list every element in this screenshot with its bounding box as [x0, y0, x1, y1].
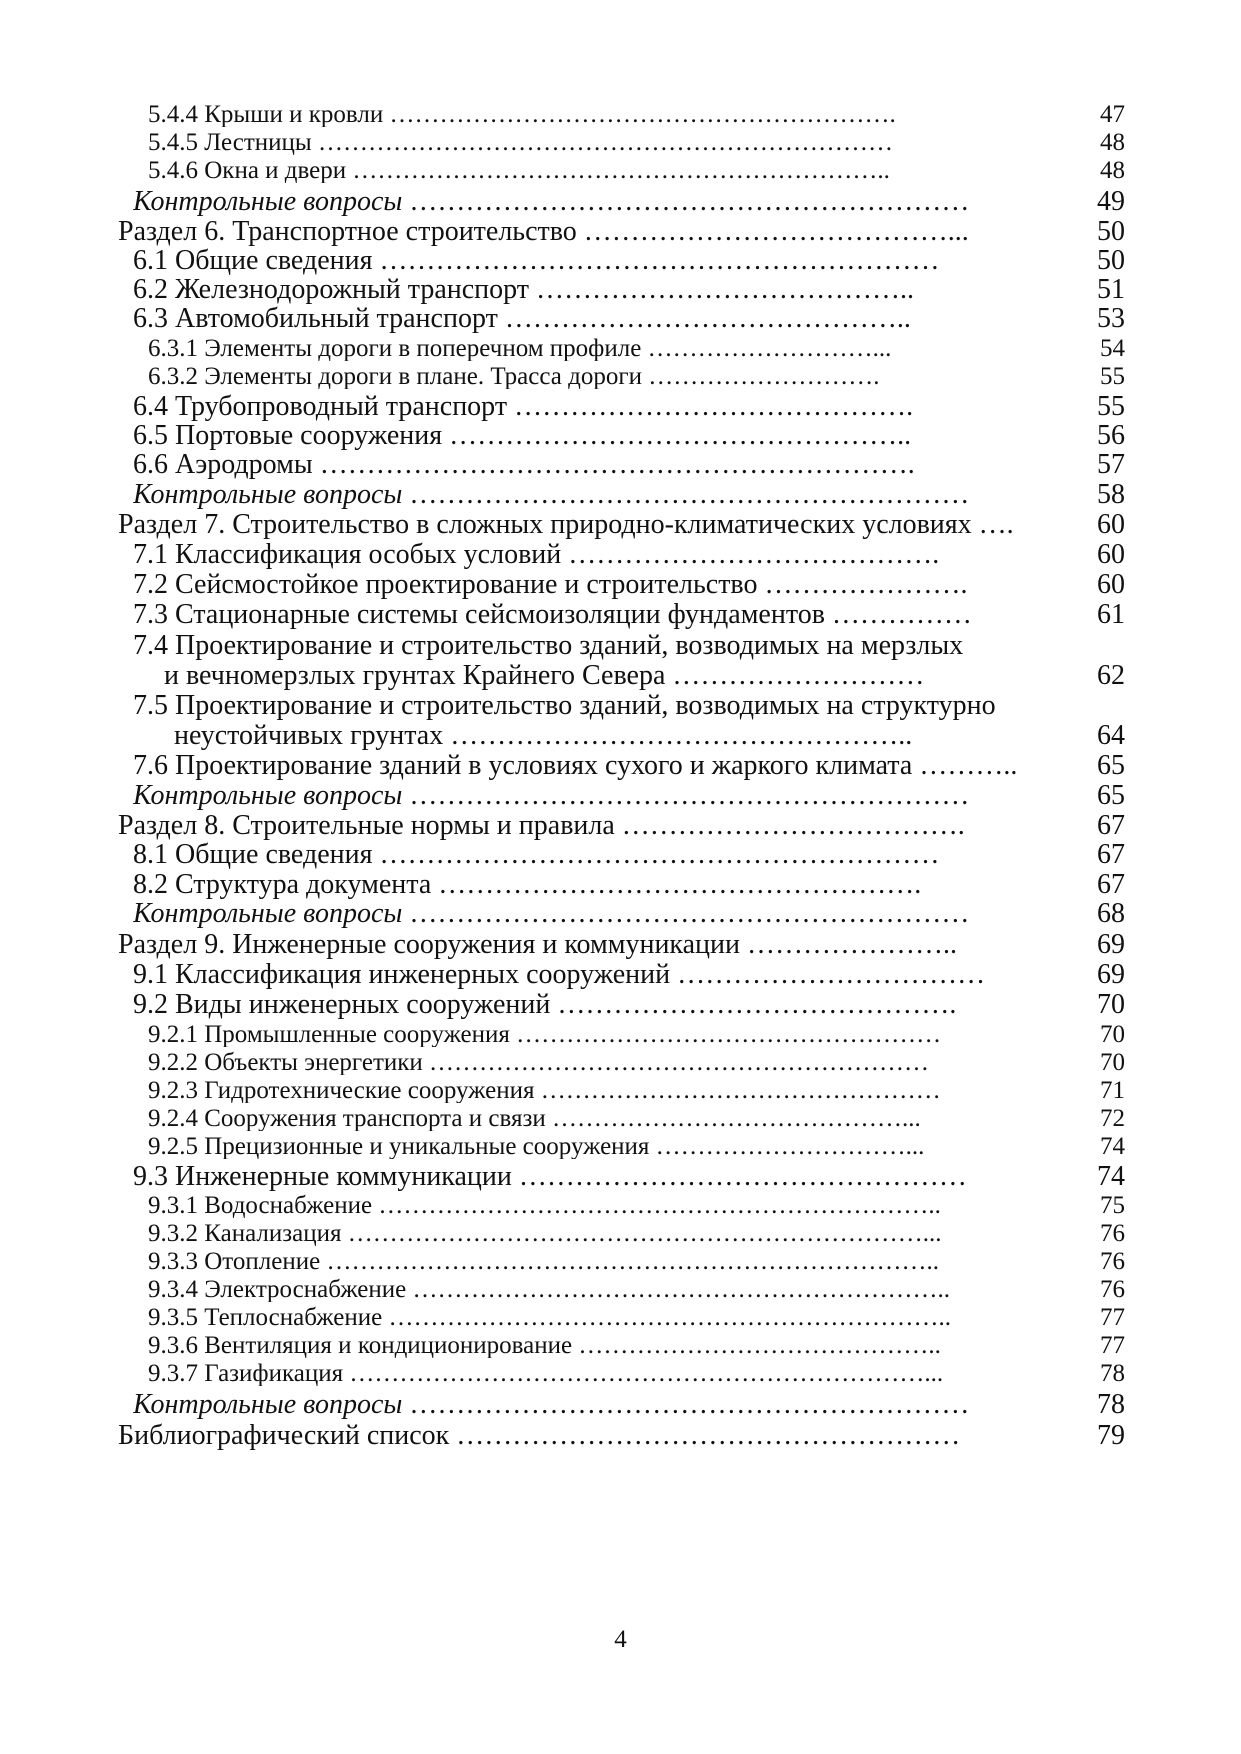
toc-entry: [0, 218, 1241, 250]
toc-entry-label: 9.1 Классификация инженерных сооружений: [133, 961, 678, 989]
toc-entry: [0, 841, 1241, 873]
toc-entry-page: 77: [1100, 1304, 1125, 1331]
toc-entry-continuation: [164, 662, 1053, 690]
toc-entry-page: 69: [1097, 959, 1125, 990]
leader-dots: ……………………………………………………………...: [347, 1221, 942, 1246]
leader-dots: ……………………………………..: [504, 305, 911, 333]
toc-entry-title: [148, 130, 1053, 155]
toc-entry-title: [148, 1078, 1053, 1103]
toc-entry-title: [148, 158, 1053, 183]
toc-entry: [0, 158, 1241, 190]
toc-entry-page: 67: [1097, 869, 1125, 900]
toc-entry-label: 5.4.5 Лестницы: [148, 130, 318, 155]
toc-entry-label: 9.2.3 Гидротехнические сооружения: [148, 1078, 541, 1103]
toc-entry-title: [118, 511, 1053, 539]
toc-entry-title: [133, 782, 1053, 810]
toc-entry-label: 8.2 Структура документа: [133, 871, 439, 899]
toc-entry-page: 71: [1100, 1077, 1125, 1104]
toc-entry-title: [133, 871, 1053, 899]
toc-entry-title: [133, 601, 1053, 629]
toc-entry-label: Контрольные вопросы: [133, 782, 410, 810]
toc-entry-label-continued: и вечномерзлых грунтах Крайнего Севера: [164, 662, 673, 690]
toc-entry-label: 9.2 Виды инженерных сооружений: [133, 991, 558, 1019]
toc-entry-continuation: [174, 722, 1053, 750]
leader-dots: …………………………………….: [557, 991, 957, 1019]
leader-dots: ……………………………………...: [551, 1106, 921, 1131]
leader-dots: ……………………………………………………: [409, 900, 970, 928]
toc-entry: [0, 961, 1241, 993]
toc-entry-title: [148, 1050, 1053, 1075]
leader-dots: …………………………………………..: [450, 722, 913, 750]
toc-entry-label: 9.3.2 Канализация: [148, 1221, 348, 1246]
toc-entry-label: 6.5 Портовые сооружения: [133, 422, 450, 450]
toc-entry-label: Контрольные вопросы: [133, 900, 410, 928]
leader-dots: …………………………………………: [540, 1078, 941, 1103]
toc-entry: [0, 511, 1241, 543]
toc-entry-title: [118, 218, 1053, 246]
leader-dots: ….: [978, 511, 1014, 539]
toc-entry: [0, 1391, 1241, 1423]
toc-entry-page: 69: [1097, 929, 1125, 960]
toc-entry-label: 5.4.4 Крыши и кровли: [148, 102, 390, 127]
toc-entry-title: [133, 481, 1053, 509]
toc-entry-title: [148, 1249, 1053, 1274]
toc-entry: [0, 276, 1241, 308]
toc-entry: [0, 364, 1241, 396]
toc-entry-label: 7.2 Сейсмостойкое проектирование и строительство: [133, 571, 765, 599]
leader-dots: ………..: [919, 752, 1018, 780]
toc-entry-page: 76: [1100, 1276, 1125, 1303]
toc-entry: [0, 782, 1241, 814]
toc-entry: [0, 601, 1241, 633]
toc-entry-label: 9.3.6 Вентиляция и кондиционирование: [148, 1333, 579, 1358]
toc-entry-page: 67: [1097, 839, 1125, 870]
leader-dots: ……………………………………………………: [429, 1050, 930, 1075]
toc-entry-title: [133, 841, 1053, 869]
leader-dots: ……………………………………………………: [409, 188, 970, 216]
leader-dots: …………………..: [747, 931, 957, 959]
toc-entry-label: 9.2.2 Объекты энергетики: [148, 1050, 430, 1075]
leader-dots: ……………………………………………………: [379, 841, 940, 869]
toc-entry: [0, 422, 1241, 454]
toc-entry-title: [148, 1134, 1053, 1159]
leader-dots: ………………………………………………………………..: [326, 1249, 939, 1274]
toc-entry-page: 77: [1100, 1332, 1125, 1359]
leader-dots: …………………………………………………………..: [388, 1305, 951, 1330]
toc-entry-page: 78: [1097, 1389, 1125, 1420]
toc-entry-title: [133, 571, 1053, 599]
toc-entry-page: 75: [1100, 1192, 1125, 1219]
leader-dots: …………………………………………: [518, 1163, 967, 1191]
toc-entry-page: 70: [1100, 1021, 1125, 1048]
toc-entry-title: [133, 991, 1053, 1019]
toc-entry-page: 76: [1100, 1220, 1125, 1247]
toc-entry-page: 74: [1100, 1133, 1125, 1160]
leader-dots: ……………………………………………………: [409, 782, 970, 810]
toc-entry-label: 8.1 Общие сведения: [133, 841, 380, 869]
leader-dots: ……………………………………..: [578, 1333, 941, 1358]
toc-entry: [0, 812, 1241, 844]
toc-entry-title: [148, 1193, 1053, 1218]
toc-entry-title: [148, 1361, 1053, 1386]
toc-entry-page: 51: [1097, 274, 1125, 305]
toc-entry-title: [133, 393, 1053, 421]
toc-entry: [0, 692, 1241, 751]
toc-entry-label: 7.6 Проектирование зданий в условиях сухого и жаркого климата: [133, 752, 920, 780]
toc-entry-title: [133, 1391, 1053, 1419]
leader-dots: …………………………………………………….: [389, 102, 896, 127]
toc-entry-label: 9.3.3 Отопление: [148, 1249, 327, 1274]
toc-entry-page: 64: [1097, 720, 1125, 751]
toc-entry-page: 74: [1097, 1161, 1125, 1192]
leader-dots: ……………………………………………………: [379, 247, 940, 275]
toc-entry-page: 58: [1097, 479, 1125, 510]
toc-entry-title: [133, 188, 1053, 216]
leader-dots: …………………………………...: [583, 218, 969, 246]
toc-entry-title: [133, 752, 1053, 780]
toc-entry: [0, 541, 1241, 573]
leader-dots: ……………………………………………………………...: [349, 1361, 944, 1386]
leader-dots: ………………………………………………………..: [412, 1277, 950, 1302]
toc-entry-page: 60: [1097, 569, 1125, 600]
leader-dots: ……………………………………………………: [409, 1391, 970, 1419]
toc-entry-page: 50: [1097, 245, 1125, 276]
toc-entry: [0, 931, 1241, 963]
leader-dots: ……………………………………………………….: [319, 451, 915, 479]
toc-entry-title: [133, 632, 1130, 660]
toc-entry-title: [148, 1305, 1053, 1330]
toc-entry-label: 6.1 Общие сведения: [133, 247, 380, 275]
toc-entry: [0, 900, 1241, 932]
toc-entry-page: 55: [1100, 363, 1125, 390]
toc-entry-page: 60: [1097, 539, 1125, 570]
toc-entry-title: [133, 451, 1053, 479]
toc-entry-label: 7.5 Проектирование и строительство зданий, возводимых на структурно: [133, 692, 996, 720]
toc-entry-title: [133, 541, 1053, 569]
toc-entry: [0, 871, 1241, 903]
toc-entry-label: Контрольные вопросы: [133, 481, 410, 509]
toc-entry-page: 49: [1097, 186, 1125, 217]
toc-entry-label: 6.3.1 Элементы дороги в поперечном профиле: [148, 336, 648, 361]
toc-entry: [0, 632, 1241, 691]
toc-entry-page: 62: [1097, 660, 1125, 691]
toc-entry-label: Раздел 9. Инженерные сооружения и коммуникации: [118, 931, 747, 959]
leader-dots: ………………………………………………: [456, 1422, 961, 1450]
toc-entry-title: [148, 102, 1053, 127]
toc-entry-label: Контрольные вопросы: [133, 188, 410, 216]
toc-entry: [0, 481, 1241, 513]
toc-entry: [0, 752, 1241, 784]
toc-entry-page: 70: [1100, 1049, 1125, 1076]
leader-dots: …………………………………..: [536, 276, 915, 304]
toc-entry: [0, 1134, 1241, 1166]
leader-dots: ……………………………………………………………: [317, 130, 893, 155]
toc-entry-label: Раздел 6. Транспортное строительство: [118, 218, 584, 246]
toc-entry-page: 50: [1097, 216, 1125, 247]
leader-dots: ………………………………….: [568, 541, 940, 569]
toc-entry: [0, 1163, 1241, 1195]
leader-dots: …………………………………………….: [438, 871, 922, 899]
toc-entry-page: 65: [1097, 780, 1125, 811]
leader-dots: …………………………………………………………..: [378, 1193, 941, 1218]
toc-entry-title: [133, 1163, 1053, 1191]
page-number: 4: [614, 1626, 627, 1653]
toc-entry-page: 76: [1100, 1248, 1125, 1275]
toc-entry-title: [133, 422, 1053, 450]
leader-dots: …………………………………………..: [449, 422, 912, 450]
leader-dots: ……………………………………………: [516, 1022, 942, 1047]
toc-entry-page: 65: [1097, 750, 1125, 781]
toc-entry-label: 6.3 Автомобильный транспорт: [133, 305, 505, 333]
toc-entry-label-continued: неустойчивых грунтах: [174, 722, 451, 750]
toc-entry-label: 9.3.4 Электроснабжение: [148, 1277, 413, 1302]
toc-entry-page: 78: [1100, 1360, 1125, 1387]
toc-entry-label: 9.2.5 Прецизионные и уникальные сооружения: [148, 1134, 656, 1159]
toc-entry-page: 61: [1097, 599, 1125, 630]
leader-dots: …………………………...: [655, 1134, 925, 1159]
toc-entry-page: 57: [1097, 449, 1125, 480]
toc-entry-label: 7.1 Классификация особых условий: [133, 541, 569, 569]
toc-entry-title: [148, 1106, 1053, 1131]
toc-entry-title: [148, 1221, 1053, 1246]
leader-dots: ………………………...: [647, 336, 892, 361]
leader-dots: ……………………………: [677, 961, 986, 989]
toc-entry-title: [148, 1022, 1053, 1047]
toc-entry-page: 48: [1100, 129, 1125, 156]
toc-entry-label: 7.4 Проектирование и строительство зданий, возводимых на мерзлых: [133, 632, 964, 660]
toc-entry-title: [148, 336, 1053, 361]
toc-entry-page: 47: [1100, 101, 1125, 128]
toc-entry-title: [133, 305, 1053, 333]
toc-entry-title: [133, 900, 1053, 928]
toc-entry-page: 67: [1097, 810, 1125, 841]
toc-entry-label: Раздел 7. Строительство в сложных природно-климатических условиях: [118, 511, 979, 539]
toc-entry-page: 60: [1097, 509, 1125, 540]
toc-entry-title: [118, 812, 1053, 840]
toc-entry-page: 56: [1097, 420, 1125, 451]
toc-entry-title: [133, 961, 1053, 989]
toc-entry-page: 72: [1100, 1105, 1125, 1132]
toc-entry-label: 9.3.1 Водоснабжение: [148, 1193, 379, 1218]
toc-entry-title: [118, 931, 1053, 959]
leader-dots: ……………………….: [648, 364, 880, 389]
toc-entry-title: [133, 247, 1053, 275]
toc-entry: [0, 991, 1241, 1023]
toc-entry: [0, 247, 1241, 279]
toc-entry-page: 68: [1097, 898, 1125, 929]
toc-entry-label: Библиографический список: [118, 1422, 457, 1450]
toc-entry-label: Раздел 8. Строительные нормы и правила: [118, 812, 622, 840]
toc-entry-label: 7.3 Стационарные системы сейсмоизоляции фундаментов: [133, 601, 832, 629]
toc-entry-label: 5.4.6 Окна и двери: [148, 158, 353, 183]
toc-entry-page: 79: [1097, 1420, 1125, 1451]
leader-dots: ……………………………………………………: [409, 481, 970, 509]
toc-entry-page: 55: [1097, 391, 1125, 422]
toc-entry-label: 6.3.2 Элементы дороги в плане. Трасса дороги: [148, 364, 649, 389]
toc-entry-label: 6.4 Трубопроводный транспорт: [133, 393, 515, 421]
toc-entry: [0, 1361, 1241, 1393]
toc-entry: [0, 305, 1241, 337]
leader-dots: …………………………………….: [514, 393, 914, 421]
toc-entry: [0, 188, 1241, 220]
leader-dots: ………………………………………………………..: [352, 158, 890, 183]
toc-entry-page: 70: [1097, 989, 1125, 1020]
leader-dots: ………………………: [672, 662, 925, 690]
toc-entry-label: 6.6 Аэродромы: [133, 451, 320, 479]
toc-entry-page: 54: [1100, 335, 1125, 362]
toc-entry-title: [118, 1422, 1053, 1450]
toc-entry-page: 53: [1097, 303, 1125, 334]
toc-entry-title: [148, 364, 1053, 389]
toc-entry-title: [133, 692, 1130, 720]
toc-entry: [0, 393, 1241, 425]
leader-dots: ……………………………….: [621, 812, 965, 840]
toc-entry-title: [148, 1277, 1053, 1302]
toc-entry-page: 48: [1100, 157, 1125, 184]
toc-entry-label: 9.3.5 Теплоснабжение: [148, 1305, 389, 1330]
toc-entry-label: 9.2.1 Промышленные сооружения: [148, 1022, 517, 1047]
toc-entry-label: 9.3.7 Газификация: [148, 1361, 350, 1386]
toc-entry-title: [133, 276, 1053, 304]
toc-entry: [0, 1422, 1241, 1454]
toc-entry: [0, 451, 1241, 483]
leader-dots: ……………: [831, 601, 972, 629]
leader-dots: ………………….: [764, 571, 968, 599]
toc-entry-title: [148, 1333, 1053, 1358]
toc-entry-label: 6.2 Железнодорожный транспорт: [133, 276, 537, 304]
toc-entry-label: 9.3 Инженерные коммуникации: [133, 1163, 519, 1191]
toc-entry: [0, 571, 1241, 603]
toc-entry-label: Контрольные вопросы: [133, 1391, 410, 1419]
toc-entry-label: 9.2.4 Сооружения транспорта и связи: [148, 1106, 552, 1131]
